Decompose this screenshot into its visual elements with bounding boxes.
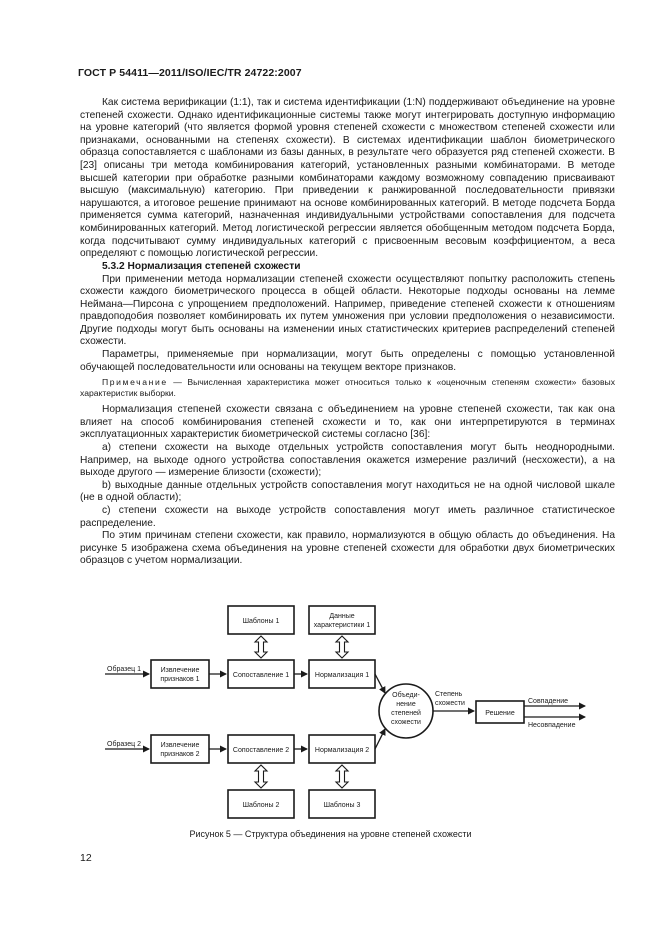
fusion-label: схожести bbox=[391, 719, 421, 726]
match1-label: Сопоставление 1 bbox=[232, 672, 290, 679]
stats1-label: характеристики 1 bbox=[313, 622, 371, 629]
extract2-label: Извлечение bbox=[160, 742, 200, 749]
note-text: — Вычисленная характеристика может относиться только к «оценочным степеням схожести» базовых характеристик выборки. bbox=[80, 377, 615, 399]
score-label: схожести bbox=[435, 700, 465, 707]
section-heading: 5.3.2 Нормализация степеней схожести bbox=[102, 260, 301, 272]
paragraph: Нормализация степеней схожести связана с объединением на уровне степеней схожести, так как она влияет на способ комбинирования степеней схожести и то, как они интерпретируются в терминах эксплуатационных характеристик биометрической системы согласно [36]: bbox=[80, 404, 615, 441]
sample2-label: Образец 2 bbox=[107, 741, 142, 748]
page-number: 12 bbox=[80, 852, 92, 864]
list-item: b) выходные данные отдельных устройств сопоставления могут находиться не на одной числовой шкале (не в одной области); bbox=[80, 479, 615, 504]
arrow bbox=[375, 729, 385, 749]
norm2-label: Нормализация 2 bbox=[314, 747, 370, 754]
paragraph: Как система верификации (1:1), так и система идентификации (1:N) поддерживают объединение на уровне степеней схожести. Однако идентификационные системы также могут интегрировать доступную информацию на уровне категорий (что является формой уровня степеней схожести с множеством степеней схожести или признаками, основанными на степенях схожести). В системах идентификации шаблон биометрического образца сопоставляется с шаблонами из базы данных, в результате чего образуется ряд степеней схожести. В [23] описаны три метода комбинирования категорий, установленных разными комбинаторами. В методе высшей категории при обработке разными комбинаторами каждому возможному совпадению присваивают высшую (максимальную) категорию. При приведении к ранжированной последовательности привязки нарушаются, а итоговое решение принимают на основе комбинированных категорий. В методе подсчета Борда применяется сумма категорий, назначенная индивидуальными устройствами сопоставления для подсчета комбинированных категорий. Метод логистической регрессии является обобщенным методом подсчета Борда, когда подсчитывают сумму индивидуальных категорий с присвоенным весовым коэффициентом, а веса определяют с помощью логистической регрессии. bbox=[80, 97, 615, 260]
templates2-label: Шаблоны 2 bbox=[242, 802, 280, 809]
double-arrow bbox=[255, 636, 267, 658]
list-item: a) степени схожести на выходе отдельных устройств сопоставления могут быть неоднородными. Например, на выходе одного устройства сопоставления окажется измерение различий (несхожести), а на выходе другого — измерение близости (схожести); bbox=[80, 442, 615, 479]
stats1-box bbox=[309, 606, 375, 634]
paragraph: Параметры, применяемые при нормализации, могут быть определены с помощью установленной обучающей последовательности или основаны на текущем векторе признаков. bbox=[80, 349, 615, 373]
stats1-label: Данные bbox=[329, 613, 355, 620]
fusion-diagram bbox=[95, 600, 605, 825]
fusion-label: степеней bbox=[391, 710, 421, 717]
nonmatch-output-label: Несовпадение bbox=[528, 722, 576, 729]
match2-label: Сопоставление 2 bbox=[232, 747, 290, 754]
list-item: c) степени схожести на выходе устройств сопоставления могут иметь различное статистическое распределение. bbox=[80, 505, 615, 529]
extract1-label: признаков 1 bbox=[160, 676, 200, 683]
extract2-box bbox=[151, 735, 209, 763]
score-label: Степень bbox=[435, 691, 463, 698]
document-header: ГОСТ Р 54411—2011/ISO/IEC/TR 24722:2007 bbox=[78, 67, 302, 79]
match-output-label: Совпадение bbox=[528, 698, 568, 705]
paragraph: При применении метода нормализации степеней схожести осуществляют попытку расположить степень схожести каждого биометрического процесса в общей области. Некоторые подходы основаны на лемме Неймана—Пирсона с упрощением предположений. Например, приведение степеней схожести к отношениям правдоподобия позволяет комбинировать их путем умножения при условии предположения о независимости. Другие подходы могут быть основаны на изменении иных статистических критериев распределений степеней схожести. bbox=[80, 273, 615, 348]
note-label: Примечание bbox=[102, 377, 168, 388]
double-arrow bbox=[336, 765, 348, 788]
templates1-label: Шаблоны 1 bbox=[242, 618, 280, 625]
note bbox=[80, 377, 615, 399]
extract1-box bbox=[151, 660, 209, 688]
norm1-label: Нормализация 1 bbox=[314, 672, 370, 679]
double-arrow bbox=[255, 765, 267, 788]
double-arrow bbox=[336, 636, 348, 658]
extract2-label: признаков 2 bbox=[160, 751, 200, 758]
decision-label: Решение bbox=[485, 710, 515, 717]
paragraph: По этим причинам степени схожести, как правило, нормализуются в общую область до объединения. На рисунке 5 изображена схема объединения на уровне степеней схожести для обработки двух биометрических образцов с учетом нормализации. bbox=[80, 530, 615, 567]
document-body bbox=[80, 97, 615, 568]
sample1-label: Образец 1 bbox=[107, 666, 142, 673]
figure-caption: Рисунок 5 — Структура объединения на уровне степеней схожести bbox=[189, 829, 472, 839]
fusion-label: нение bbox=[396, 701, 416, 708]
stats2-label: Шаблоны 3 bbox=[323, 802, 361, 809]
arrow bbox=[375, 674, 385, 693]
fusion-label: Объеди- bbox=[392, 692, 420, 699]
extract1-label: Извлечение bbox=[160, 667, 200, 674]
